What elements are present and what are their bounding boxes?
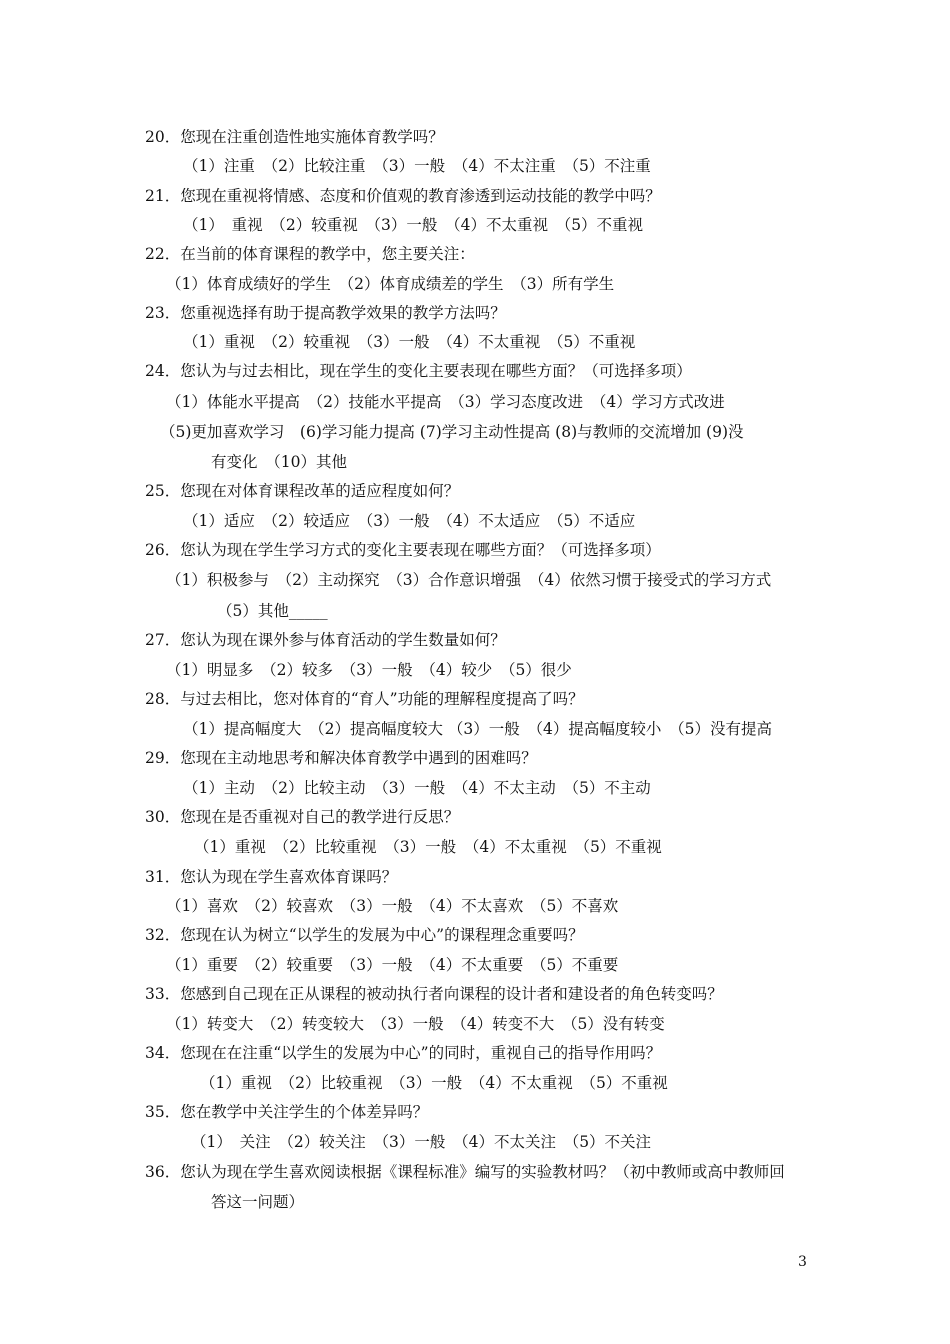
options-28: （1）提高幅度大 （2）提高幅度较大 （3）一般 （4）提高幅度较小 （5）没有提高	[183, 720, 772, 738]
question-35	[145, 1102, 428, 1122]
options-24-line-3: 有变化 （10）其他	[211, 453, 347, 471]
question-text: 您现在在注重“以学生的发展为中心”的同时，重视自己的指导作用吗？	[180, 1044, 662, 1062]
question-32	[145, 925, 584, 945]
question-number: 21．	[145, 187, 181, 205]
question-text: 与过去相比，您对体育的“育人”功能的理解程度提高了吗？	[180, 690, 584, 708]
options-26-line-1: （1）积极参与 （2）主动探究 （3）合作意识增强 （4）依然习惯于接受式的学习方式	[166, 571, 772, 589]
options-25: （1）适应 （2）较适应 （3）一般 （4）不太适应 （5）不适应	[183, 512, 636, 530]
options-33: （1）转变大 （2）转变较大 （3）一般 （4）转变不大 （5）没有转变	[166, 1015, 665, 1033]
question-number: 25．	[145, 482, 181, 500]
question-number: 26．	[145, 541, 181, 559]
question-text: 您重视选择有助于提高教学效果的教学方法吗？	[180, 304, 506, 322]
question-number: 28．	[145, 690, 181, 708]
question-number: 24．	[145, 362, 181, 380]
options-36: 答这一问题）	[211, 1193, 305, 1211]
question-27	[145, 630, 506, 650]
question-30	[145, 807, 459, 827]
options-24-line-1: （1）体能水平提高 （2）技能水平提高 （3）学习态度改进 （4）学习方式改进	[166, 393, 725, 411]
question-number: 33．	[145, 985, 181, 1003]
options-24-line-2: （5)更加喜欢学习 (6)学习能力提高 (7)学习主动性提高 (8)与教师的交流增加 (9)没	[160, 423, 744, 441]
question-number: 30．	[145, 808, 181, 826]
page-number: 3	[798, 1254, 807, 1270]
options-35: （1） 关注 （2）较关注 （3）一般 （4）不太关注 （5）不关注	[191, 1133, 652, 1151]
question-number: 31．	[145, 868, 181, 886]
options-32: （1）重要 （2）较重要 （3）一般 （4）不太重要 （5）不重要	[166, 956, 619, 974]
question-text: 在当前的体育课程的教学中，您主要关注：	[180, 245, 475, 263]
question-number: 23．	[145, 304, 181, 322]
question-text: 您现在注重创造性地实施体育教学吗？	[180, 128, 444, 146]
question-text: 您认为现在学生学习方式的变化主要表现在哪些方面？（可选择多项）	[180, 541, 661, 559]
question-text: 您现在认为树立“以学生的发展为中心”的课程理念重要吗？	[180, 926, 584, 944]
question-text: 您认为现在学生喜欢阅读根据《课程标准》编写的实验教材吗？（初中教师或高中教师回	[180, 1163, 785, 1181]
question-23	[145, 303, 506, 323]
question-text: 您感到自己现在正从课程的被动执行者向课程的设计者和建设者的角色转变吗？	[180, 985, 723, 1003]
question-number: 34．	[145, 1044, 181, 1062]
options-27: （1）明显多 （2）较多 （3）一般 （4）较少 （5）很少	[166, 661, 572, 679]
options-30: （1）重视 （2）比较重视 （3）一般 （4）不太重视 （5）不重视	[194, 838, 662, 856]
options-22: （1）体育成绩好的学生 （2）体育成绩差的学生 （3）所有学生	[166, 275, 615, 293]
question-31	[145, 867, 397, 887]
question-text: 您认为现在学生喜欢体育课吗？	[180, 868, 398, 886]
question-text: 您现在是否重视对自己的教学进行反思？	[180, 808, 460, 826]
question-number: 35．	[145, 1103, 181, 1121]
question-text: 您认为现在课外参与体育活动的学生数量如何？	[180, 631, 506, 649]
options-26-line-2: （5）其他_____	[217, 602, 328, 620]
options-21: （1） 重视 （2）较重视 （3）一般 （4）不太重视 （5）不重视	[183, 216, 644, 234]
question-25	[145, 481, 459, 501]
question-28	[145, 689, 584, 709]
question-24	[145, 361, 692, 381]
question-number: 22．	[145, 245, 181, 263]
question-text: 您现在重视将情感、态度和价值观的教育渗透到运动技能的教学中吗？	[180, 187, 661, 205]
question-26	[145, 540, 661, 560]
question-number: 36．	[145, 1163, 181, 1181]
question-text: 您现在对体育课程改革的适应程度如何？	[180, 482, 460, 500]
question-text: 您认为与过去相比，现在学生的变化主要表现在哪些方面？（可选择多项）	[180, 362, 692, 380]
question-number: 32．	[145, 926, 181, 944]
question-20	[145, 127, 444, 147]
question-text: 您现在主动地思考和解决体育教学中遇到的困难吗？	[180, 749, 537, 767]
question-29	[145, 748, 537, 768]
options-23: （1）重视 （2）较重视 （3）一般 （4）不太重视 （5）不重视	[183, 333, 636, 351]
options-34: （1）重视 （2）比较重视 （3）一般 （4）不太重视 （5）不重视	[200, 1074, 668, 1092]
options-20: （1）注重 （2）比较注重 （3）一般 （4）不太注重 （5）不注重	[183, 157, 651, 175]
question-number: 29．	[145, 749, 181, 767]
question-21	[145, 186, 661, 206]
question-number: 20．	[145, 128, 181, 146]
question-number: 27．	[145, 631, 181, 649]
options-29: （1）主动 （2）比较主动 （3）一般 （4）不太主动 （5）不主动	[183, 779, 651, 797]
question-text: 您在教学中关注学生的个体差异吗？	[180, 1103, 429, 1121]
question-36	[145, 1162, 785, 1182]
options-31: （1）喜欢 （2）较喜欢 （3）一般 （4）不太喜欢 （5）不喜欢	[166, 897, 619, 915]
question-33	[145, 984, 723, 1004]
question-22	[145, 244, 475, 264]
question-34	[145, 1043, 661, 1063]
